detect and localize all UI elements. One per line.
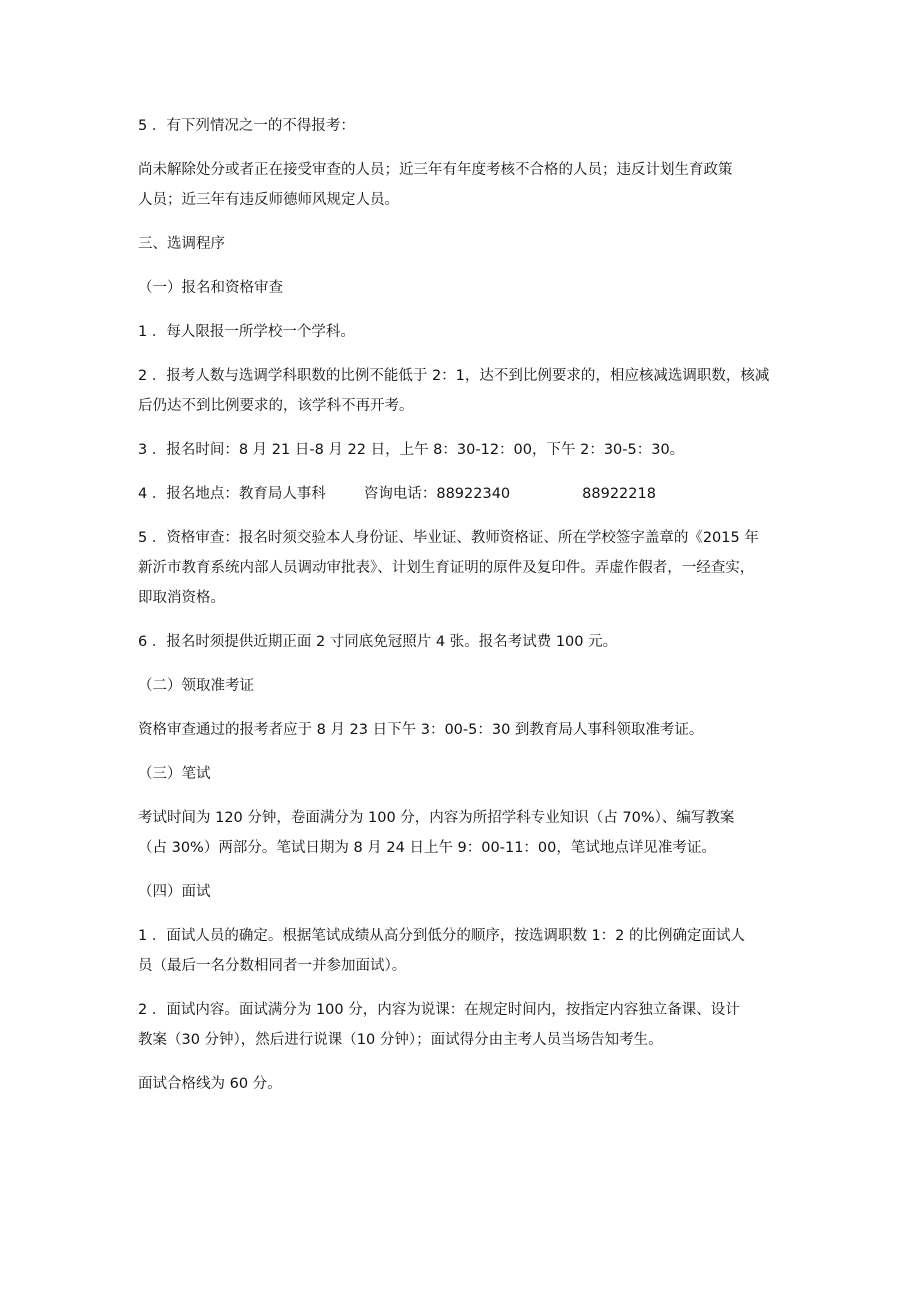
list-item-1 [138,317,790,347]
subsection-heading [138,273,790,303]
phone-number-2: 88922218 [582,486,656,502]
paragraph-pass-line [138,1069,790,1099]
text-line: 1 ．面试人员的确定。根据笔试成绩从高分到低分的顺序，按选调职数 1：2 的比例确定面试人 [138,928,745,944]
text-line: 新沂市教育系统内部人员调动审批表》、计划生育证明的原件及复印件。弄虚作假者，一经查实， [138,560,755,576]
paragraph-written-exam [138,803,790,863]
text-line: （四）面试 [138,884,211,900]
list-item-3 [138,435,790,465]
text-line: 教案（30 分钟），然后进行说课（10 分钟）；面试得分由主考人员当场告知考生。 [138,1032,663,1048]
text-line: 员（最后一名分数相同者一并参加面试）。 [138,958,407,974]
interview-item-2 [138,995,790,1055]
interview-item-1 [138,921,790,981]
text-line: （一）报名和资格审查 [138,280,283,296]
text-line: 5 ．有下列情况之一的不得报考： [138,118,355,134]
list-item-2 [138,361,790,421]
text-line: 三、选调程序 [138,236,225,252]
text-line: （占 30%）两部分。笔试日期为 8 月 24 日上午 9：00-11：00，笔试地点详见准考证。 [138,840,716,856]
subsection-heading [138,671,790,701]
text-line: 面试合格线为 60 分。 [138,1076,282,1092]
list-item-5 [138,523,790,613]
phone-number: 咨询电话：88922340 [363,486,511,502]
subsection-heading [138,877,790,907]
text-line: 2 ．报考人数与选调学科职数的比例不能低于 2：1，达不到比例要求的，相应核减选调职数，核减 [138,368,770,384]
text-line: （二）领取准考证 [138,678,254,694]
list-item-4 [138,479,790,509]
text-line: 5 ．资格审查：报名时须交验本人身份证、毕业证、教师资格证、所在学校签字盖章的《2015 年 [138,530,759,546]
text-line: 6 ．报名时须提供近期正面 2 寸同底免冠照片 4 张。报名考试费 100 元。 [138,634,618,650]
text-line: 尚未解除处分或者正在接受审查的人员；近三年有年度考核不合格的人员；违反计划生育政策 [138,162,733,178]
text-line: 1 ．每人限报一所学校一个学科。 [138,324,355,340]
text-line: 3 ．报名时间：8 月 21 日-8 月 22 日，上午 8：30-12：00，下午 2：30-5：30。 [138,442,685,458]
paragraph-item-5 [138,111,790,141]
text-line: 即取消资格。 [138,590,225,606]
subsection-heading [138,759,790,789]
text-line: 考试时间为 120 分钟，卷面满分为 100 分，内容为所招学科专业知识（占 70%）、编写教案 [138,810,735,826]
registration-location: 4 ．报名地点：教育局人事科 [138,486,326,502]
section-heading [138,229,790,259]
text-line: 人员；近三年有违反师德师风规定人员。 [138,192,399,208]
document-body [138,111,790,1113]
text-line: 2 ．面试内容。面试满分为 100 分，内容为说课：在规定时间内，按指定内容独立备课、设计 [138,1002,740,1018]
paragraph-restrictions [138,155,790,215]
paragraph-admission-ticket [138,715,790,745]
text-line: 资格审查通过的报考者应于 8 月 23 日下午 3：00-5：30 到教育局人事科领取准考证。 [138,722,704,738]
text-line: 后仍达不到比例要求的，该学科不再开考。 [138,398,414,414]
list-item-6 [138,627,790,657]
text-line: （三）笔试 [138,766,211,782]
